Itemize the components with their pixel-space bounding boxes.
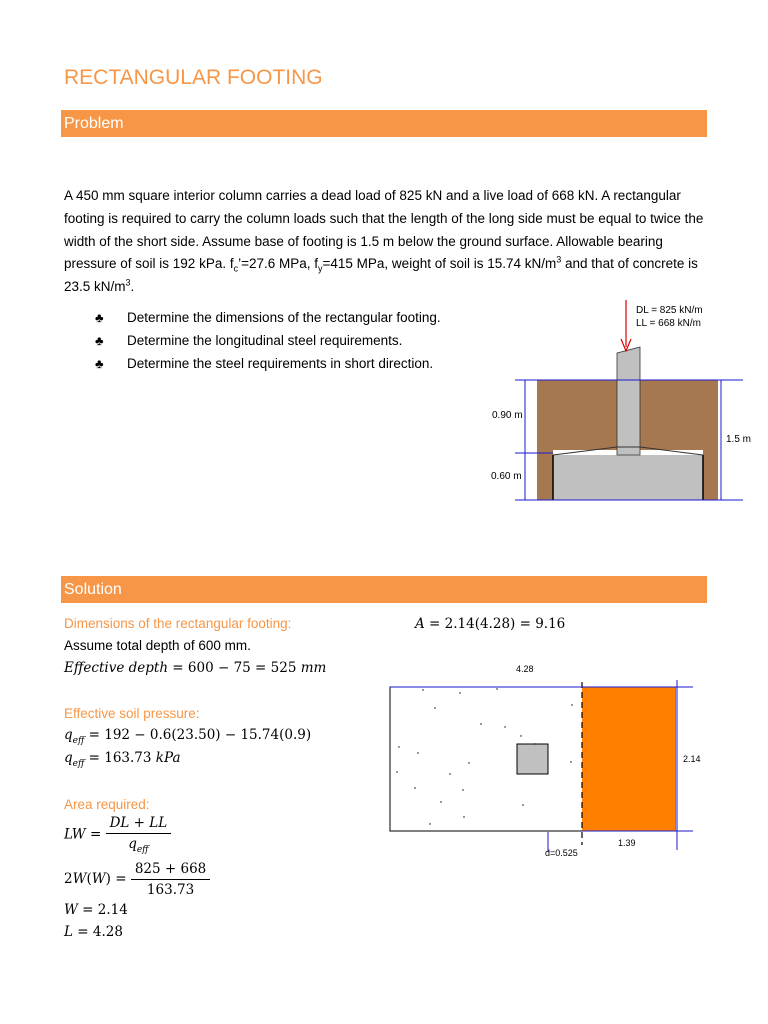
dimensions-heading: Dimensions of the rectangular footing: (64, 616, 292, 631)
problem-paragraph: A 450 mm square interior column carries a dead load of 825 kN and a live load of 668 kN. A rectangular footing is required to carry the column loads such that the length of the long side must be equal to twice the width of the short side. Assume base of footing is 1.5 m below the ground surface. Allowable bearing pressure of soil is 192 kPa. $f_c’=27.6$ MPa, $f_y=415$ MPa, weight of soil is 15.74 $kN/m^3$ and that of concrete is 23.5 $kN/m^3$. (64, 188, 704, 295)
label-ll: LL = 668 kN/m (636, 318, 701, 329)
club-bullet-icon: ♣ (95, 356, 104, 371)
qeff-equation-1: $q_{eff} = 192 - 0.6(23.50) - 15.74(0.9)$ (64, 727, 312, 746)
soil-right-lower (703, 450, 718, 500)
critical-strip (582, 687, 675, 831)
dim-strip-label: 1.39 (618, 838, 636, 848)
assume-depth-text: Assume total depth of 600 mm. (64, 638, 251, 653)
dim-right-label: 2.14 (683, 754, 701, 764)
width-result: W = 2.14 (64, 902, 128, 918)
column-plan (517, 744, 548, 774)
footing-section-figure (485, 295, 765, 510)
footing-slab (553, 455, 703, 500)
width-fraction-equation: 2W(W) = $\frac{825 + 668}{163.73}$ (64, 861, 210, 898)
soil-pressure-heading: Effective soil pressure: (64, 706, 200, 721)
label-060: 0.60 m (491, 471, 522, 482)
club-bullet-icon: ♣ (95, 310, 104, 325)
problem-heading: Problem (64, 115, 124, 132)
area-fraction-equation: LW = $\frac{DL + LL}{q_{eff}}$ (64, 815, 171, 855)
area-result: A = 2.14(4.28) = 9.16 (415, 616, 566, 632)
label-15: 1.5 m (726, 434, 752, 445)
footing-plan-figure (385, 660, 705, 860)
column-stem (617, 347, 640, 455)
length-result: L = 4.28 (64, 924, 123, 940)
dim-d-label: d=0.525 (545, 848, 578, 858)
soil-left (537, 380, 617, 450)
label-090: 0.90 m (492, 410, 523, 421)
area-required-heading: Area required: (64, 797, 150, 812)
dim-top-label: 4.28 (516, 664, 534, 674)
club-bullet-icon: ♣ (95, 333, 104, 348)
solution-heading: Solution (64, 581, 122, 598)
document-title: RECTANGULAR FOOTING (64, 66, 323, 89)
soil-right (640, 380, 718, 450)
solution-heading-band (61, 576, 707, 603)
label-dl: DL = 825 kN/m (636, 305, 703, 316)
soil-left-lower (537, 450, 553, 500)
effective-depth-equation: Effective depth = 600 − 75 = 525 mm (64, 660, 327, 676)
problem-heading-band (61, 110, 707, 137)
qeff-equation-2: $q_{eff} = 163.73$ kPa (64, 750, 181, 769)
